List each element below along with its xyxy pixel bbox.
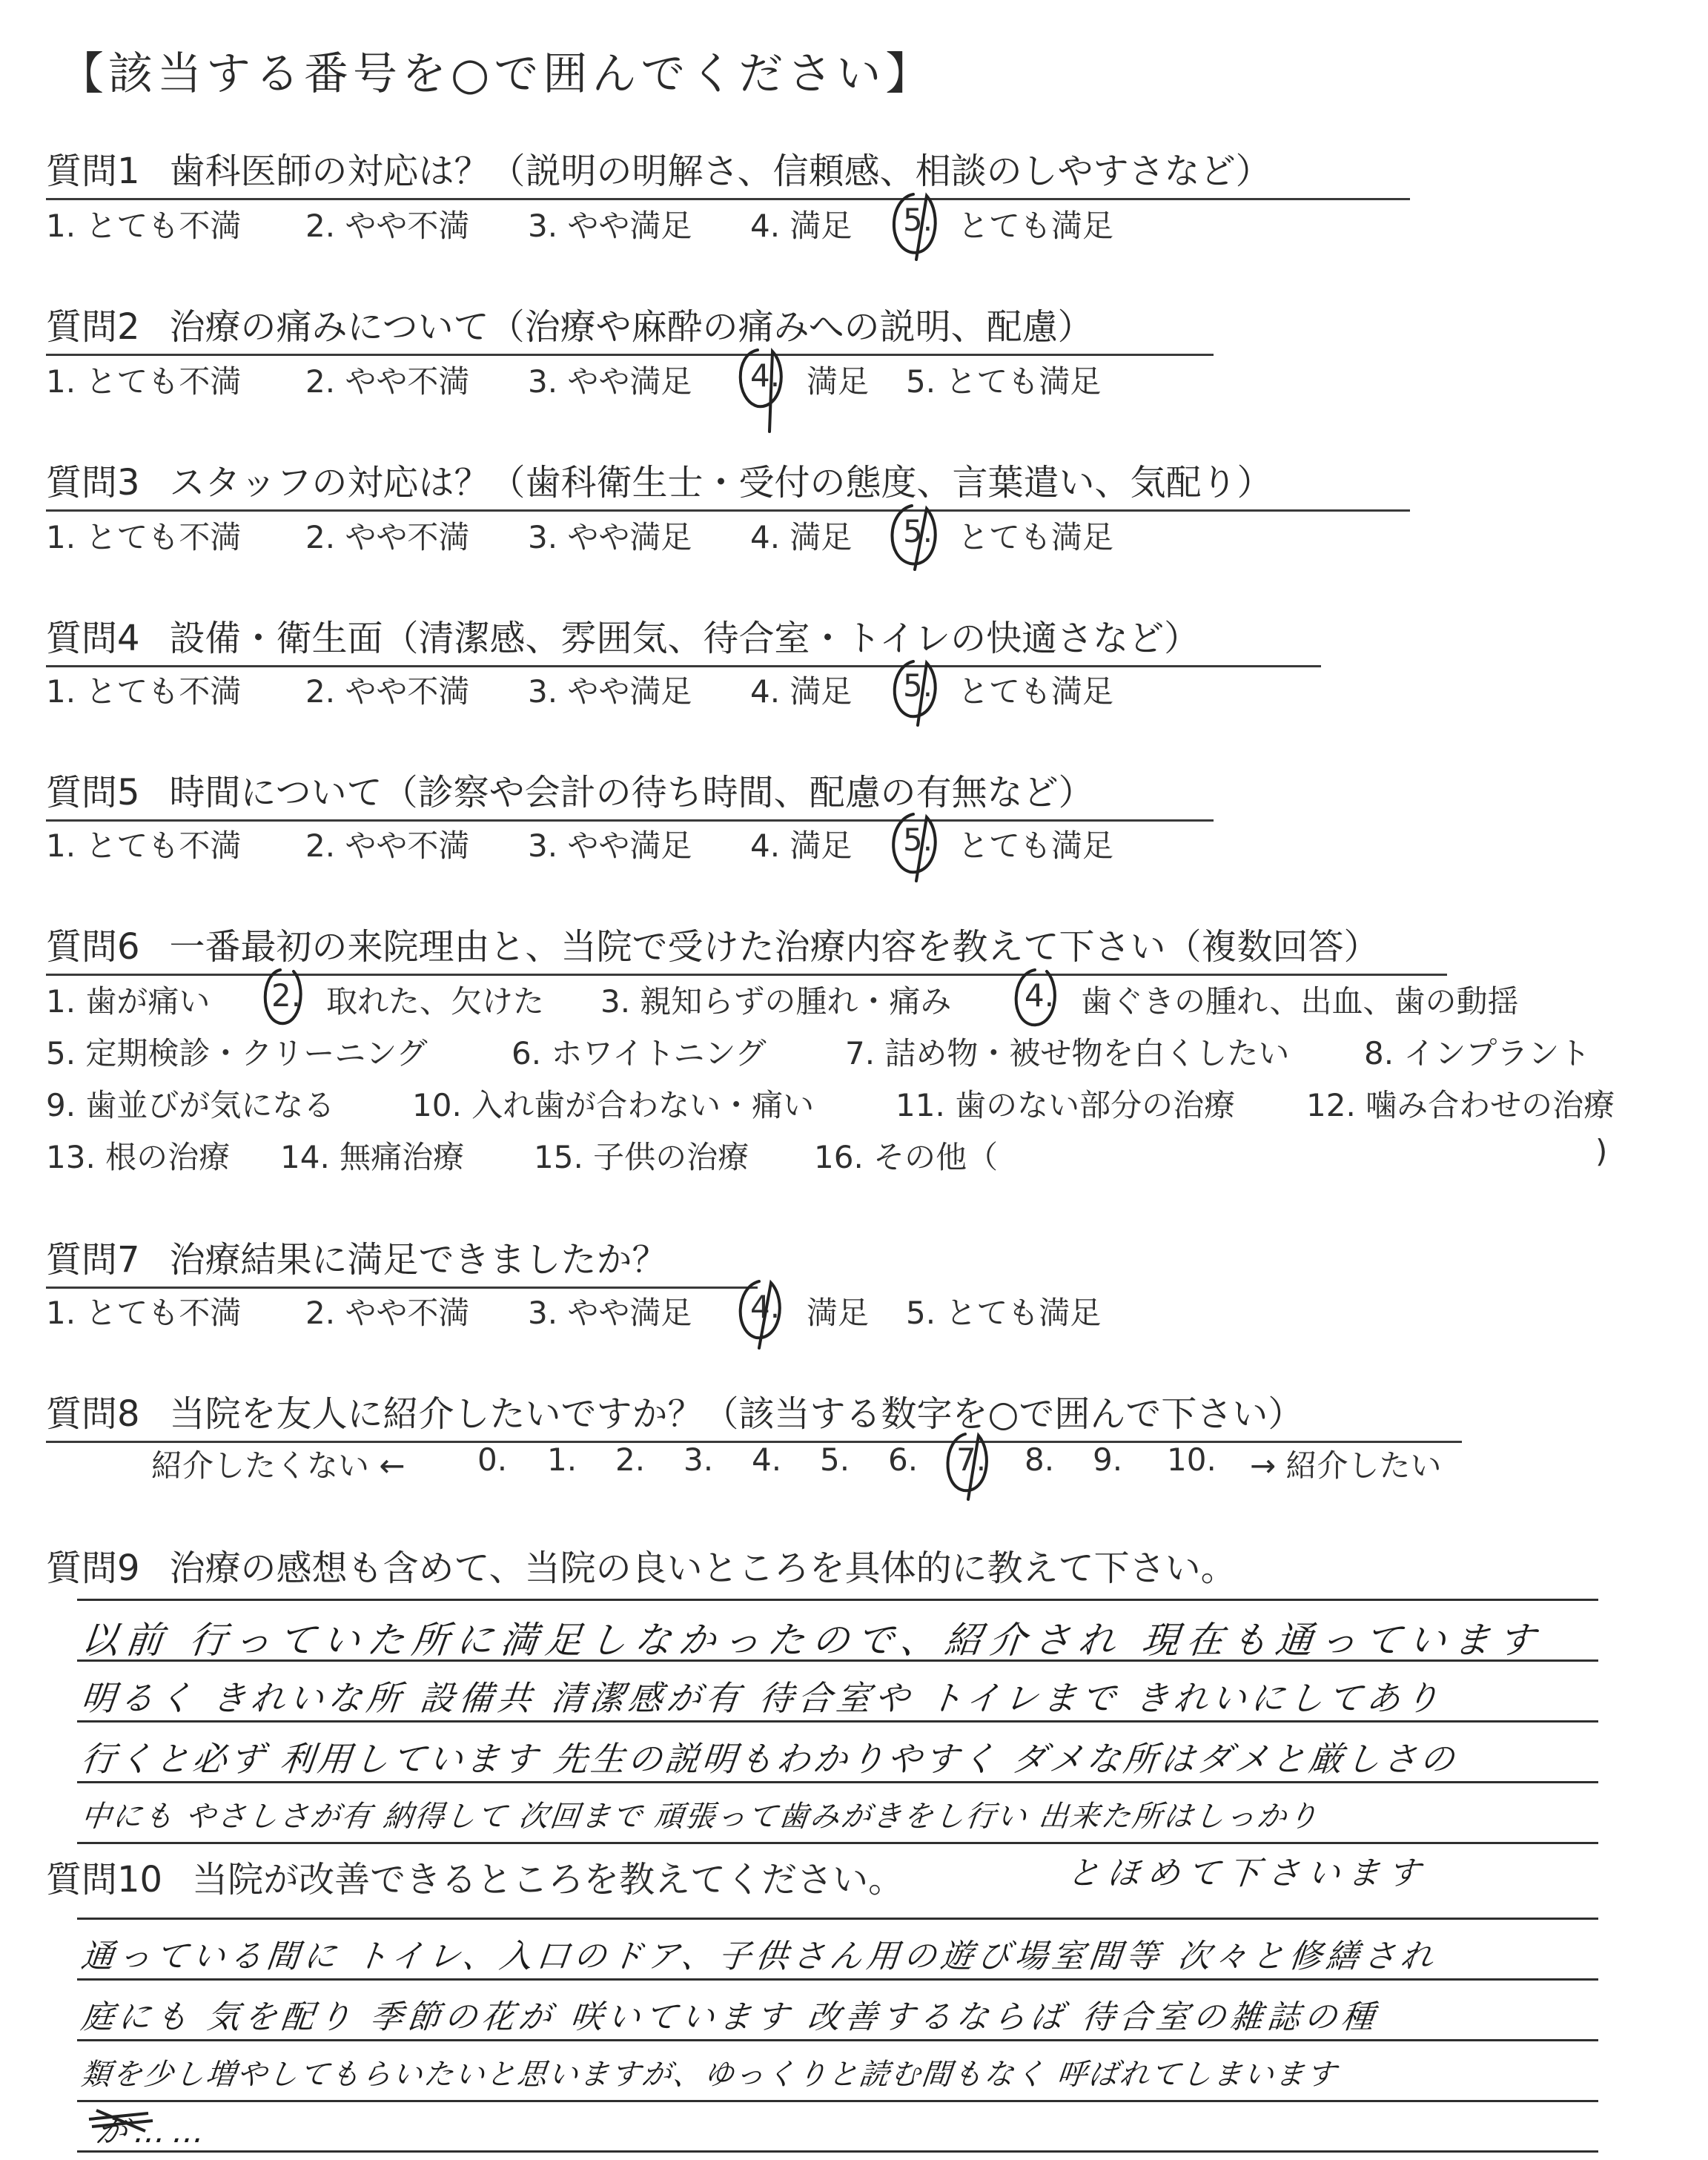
q1-option-5[interactable]: 5. [903, 202, 933, 238]
q9-answer-line-1: 以前 行っていた所に満足しなかったので、紹介され 現在も通っています [79, 1619, 1545, 1662]
q10-answer-line-3: 類を少し増やしてもらいたいと思いますが、ゆっくりと読む間もなく 呼ばれてしまいます [79, 2058, 1340, 2092]
q6-option-10[interactable]: 10. 入れ歯が合わない・痛い [412, 1087, 815, 1123]
q10-number: 質問10 [46, 1859, 163, 1900]
q5-option-3[interactable]: 3. やや満足 [528, 828, 692, 864]
q3-option-1[interactable]: 1. とても不満 [46, 519, 242, 555]
q1-circle-mark [894, 194, 936, 260]
q4-option-5-label: とても満足 [958, 673, 1114, 710]
q2-option-4-label: 満足 [807, 363, 870, 400]
q1-number: 質問1 [46, 151, 140, 192]
q6-option-4[interactable]: 4. [1025, 977, 1055, 1014]
q6-circle-mark-2 [265, 970, 301, 1023]
q6-option-2-label: 取れた、欠けた [326, 983, 545, 1020]
q6-option-14[interactable]: 14. 無痛治療 [280, 1139, 465, 1175]
q8-scale-8[interactable]: 8. [1025, 1441, 1055, 1478]
q4-option-3[interactable]: 3. やや満足 [528, 673, 692, 710]
q8-scale-2[interactable]: 2. [615, 1441, 646, 1478]
q3-option-5[interactable]: 5. [903, 513, 933, 549]
q6-option-15[interactable]: 15. 子供の治療 [534, 1139, 749, 1175]
q1-option-4[interactable]: 4. 満足 [750, 208, 853, 244]
q5-text: 時間について（診察や会計の待ち時間、配慮の有無など） [169, 772, 1094, 813]
q10-scribble [89, 2110, 153, 2131]
q7-option-5[interactable]: 5. とても満足 [906, 1295, 1102, 1331]
q10-answer-line-4: が…… [94, 2113, 214, 2150]
q10-answer-line-2: 庭にも 気を配り 季節の花が 咲いています 改善するならば 待合室の雑誌の種 [79, 1998, 1381, 2036]
q5-option-5[interactable]: 5. [903, 822, 933, 858]
q2-option-5[interactable]: 5. とても満足 [906, 363, 1102, 400]
q7-option-3[interactable]: 3. やや満足 [528, 1295, 692, 1331]
q3-option-3[interactable]: 3. やや満足 [528, 519, 692, 555]
page-header: 【該当する番号を○で囲んでください】 [59, 48, 935, 100]
q4-option-1[interactable]: 1. とても不満 [46, 673, 242, 710]
q6-text: 一番最初の来院理由と、当院で受けた治療内容を教えて下さい（複数回答） [169, 926, 1380, 968]
q6-number: 質問6 [46, 926, 140, 968]
q9-answer-line-5: とほめて下さいます [1065, 1855, 1430, 1892]
q5-option-1[interactable]: 1. とても不満 [46, 828, 242, 864]
q8-scale-5[interactable]: 5. [820, 1441, 850, 1478]
q4-circle-mark [895, 661, 936, 725]
q6-option-8[interactable]: 8. インプラント [1364, 1035, 1591, 1071]
q5-option-4[interactable]: 4. 満足 [750, 828, 853, 864]
q2-option-3[interactable]: 3. やや満足 [528, 363, 692, 400]
q8-scale-9[interactable]: 9. [1093, 1441, 1123, 1478]
q1-option-5-label: とても満足 [958, 208, 1114, 244]
q4-option-2[interactable]: 2. やや不満 [305, 673, 470, 710]
q2-circle-mark [741, 350, 781, 432]
q2-option-2[interactable]: 2. やや不満 [305, 363, 470, 400]
q9-answer-line-4: 中にも やさしさが有 納得して 次回まで 頑張って歯みがきをし行い 出来た所はしっかり [79, 1800, 1321, 1834]
q6-other-close: ) [1595, 1133, 1608, 1169]
q4-text: 設備・衛生面（清潔感、雰囲気、待合室・トイレの快適さなど） [169, 618, 1200, 659]
q6-option-11[interactable]: 11. 歯のない部分の治療 [896, 1087, 1236, 1123]
q6-option-9[interactable]: 9. 歯並びが気になる [46, 1087, 335, 1123]
q8-circle-mark [947, 1434, 986, 1499]
q5-circle-mark [893, 814, 935, 881]
q7-number: 質問7 [46, 1239, 140, 1281]
q1-text: 歯科医師の対応は？（説明の明解さ、信頼感、相談のしやすさなど） [169, 151, 1271, 192]
q2-text: 治療の痛みについて（治療や麻酔の痛みへの説明、配慮） [169, 306, 1093, 348]
q4-option-4[interactable]: 4. 満足 [750, 673, 853, 710]
q7-text: 治療結果に満足できましたか？ [169, 1239, 668, 1281]
q6-option-12[interactable]: 12. 噛み合わせの治療 [1306, 1087, 1615, 1123]
q2-number: 質問2 [46, 306, 140, 348]
q5-number: 質問5 [46, 772, 140, 813]
q6-option-6[interactable]: 6. ホワイトニング [512, 1035, 767, 1071]
q8-scale-0[interactable]: 0. [477, 1441, 508, 1478]
q3-text: スタッフの対応は？（歯科衛生士・受付の態度、言葉遣い、気配り） [169, 462, 1273, 503]
q6-option-16[interactable]: 16. その他（ [814, 1139, 999, 1175]
q5-option-5-label: とても満足 [958, 828, 1114, 864]
q9-answer-line-3: 行くと必ず 利用しています 先生の説明もわかりやすく ダメな所はダメと厳しさの [79, 1739, 1460, 1779]
q10-text: 当院が改善できるところを教えてください。 [192, 1859, 904, 1900]
q3-number: 質問3 [46, 462, 140, 503]
q7-circle-mark [741, 1281, 780, 1348]
q3-option-4[interactable]: 4. 満足 [750, 519, 853, 555]
q6-option-13[interactable]: 13. 根の治療 [46, 1139, 231, 1175]
q8-scale-7[interactable]: 7. [956, 1441, 987, 1478]
q9-text: 治療の感想も含めて、当院の良いところを具体的に教えて下さい。 [169, 1548, 1237, 1589]
q8-scale-6[interactable]: 6. [888, 1441, 918, 1478]
q3-option-5-label: とても満足 [958, 519, 1114, 555]
q3-option-2[interactable]: 2. やや不満 [305, 519, 470, 555]
q8-left-label: 紹介したくない ← [151, 1447, 406, 1484]
q2-option-4[interactable]: 4. [750, 357, 781, 394]
q10-answer-line-1: 通っている間に トイレ、入口のドア、子供さん用の遊び場室間等 次々と修繕され [79, 1938, 1440, 1975]
q1-option-1[interactable]: 1. とても不満 [46, 208, 242, 244]
q6-circle-mark-4 [1016, 970, 1055, 1025]
q7-option-4-label: 満足 [807, 1295, 870, 1331]
q1-option-2[interactable]: 2. やや不満 [305, 208, 470, 244]
q4-option-5[interactable]: 5. [903, 667, 933, 704]
q6-option-4-label: 歯ぐきの腫れ、出血、歯の動揺 [1081, 983, 1519, 1020]
q3-circle-mark [892, 506, 935, 569]
q6-option-2[interactable]: 2. [271, 977, 302, 1014]
q6-option-3[interactable]: 3. 親知らずの腫れ・痛み [600, 983, 952, 1020]
q4-number: 質問4 [46, 618, 140, 659]
q7-option-2[interactable]: 2. やや不満 [305, 1295, 470, 1331]
q8-scale-3[interactable]: 3. [683, 1441, 714, 1478]
q7-option-4[interactable]: 4. [750, 1289, 781, 1325]
q9-answer-line-2: 明るく きれいな所 設備共 清潔感が有 待合室や トイレまで きれいにしてあり [79, 1678, 1446, 1718]
q5-option-2[interactable]: 2. やや不満 [305, 828, 470, 864]
q2-option-1[interactable]: 1. とても不満 [46, 363, 242, 400]
q6-option-7[interactable]: 7. 詰め物・被せ物を白くしたい [845, 1035, 1290, 1071]
q8-text: 当院を友人に紹介したいですか？（該当する数字を○で囲んで下さい） [169, 1393, 1304, 1435]
q8-scale-4[interactable]: 4. [752, 1441, 782, 1478]
q6-option-5[interactable]: 5. 定期検診・クリーニング [46, 1035, 428, 1071]
q1-option-3[interactable]: 3. やや満足 [528, 208, 692, 244]
q6-option-1[interactable]: 1. 歯が痛い [46, 983, 211, 1020]
q8-scale-1[interactable]: 1. [547, 1441, 577, 1478]
q8-scale-10[interactable]: 10. [1167, 1441, 1217, 1478]
q9-number: 質問9 [46, 1548, 140, 1589]
q7-option-1[interactable]: 1. とても不満 [46, 1295, 242, 1331]
q8-number: 質問8 [46, 1393, 140, 1435]
q8-right-label: → 紹介したい [1250, 1447, 1442, 1484]
